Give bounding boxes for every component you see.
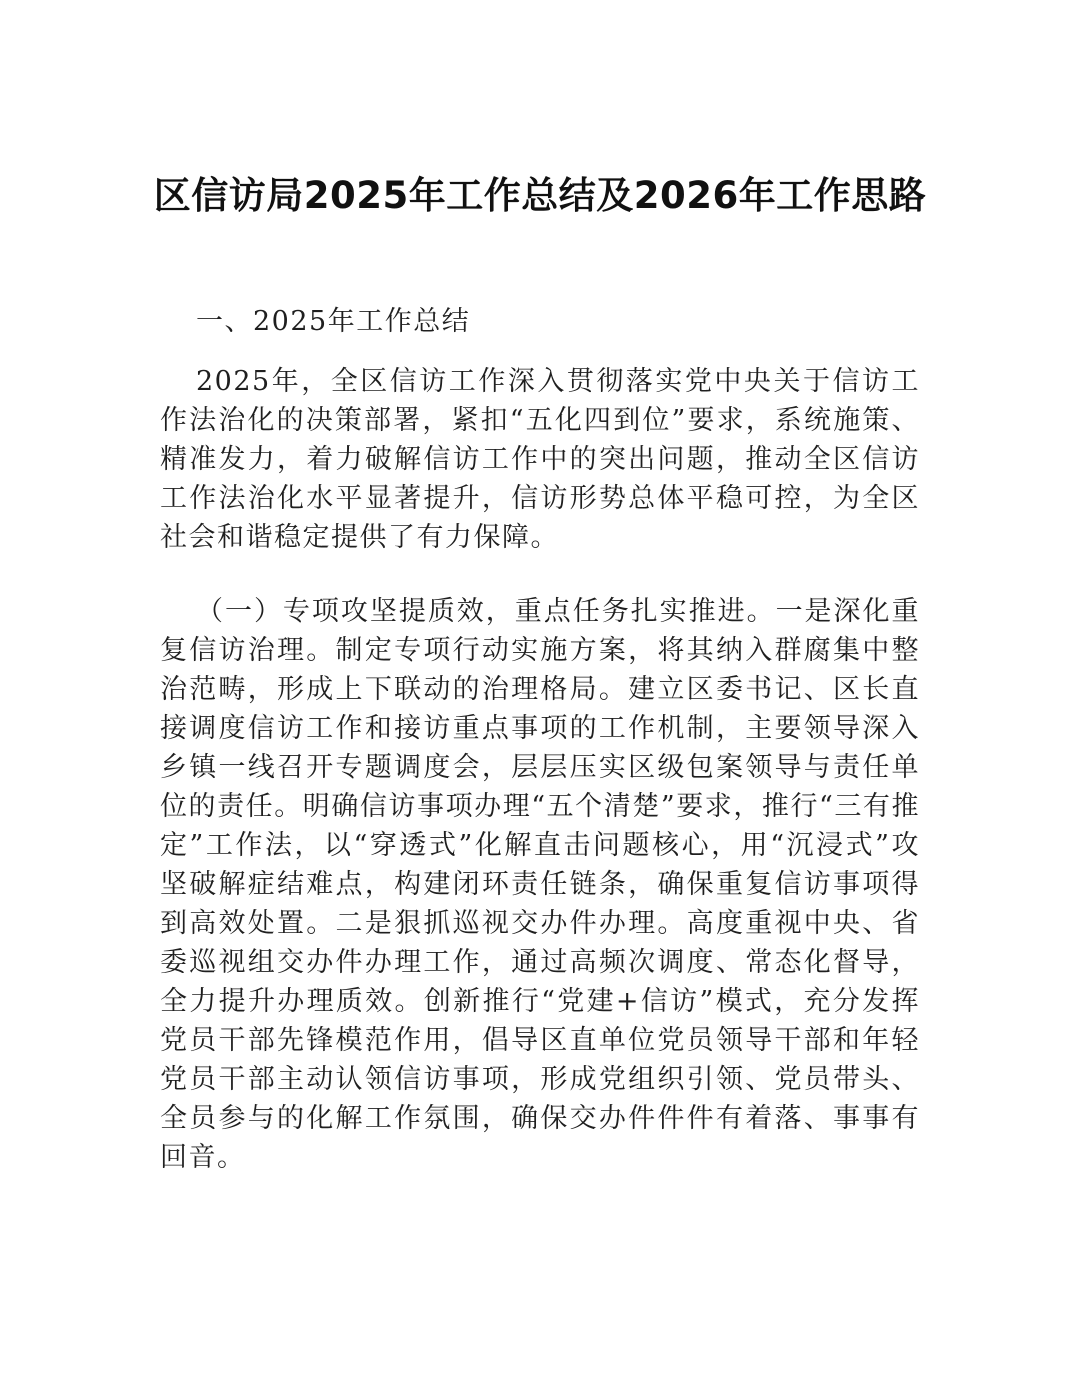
paragraph-special-tasks: （一）专项攻坚提质效，重点任务扎实推进。一是深化重复信访治理。制定专项行动实施方案，将其纳入群腐集中整治范畴，形成上下联动的治理格局。建立区委书记、区长直接调度信访工作和接访重点事项的工作机制，主要领导深入乡镇一线召开专题调度会，层层压实区级包案领导与责任单位的责任。明确信访事项办理“五个清楚”要求，推行“三有推定”工作法，以“穿透式”化解直击问题核心，用“沉浸式”攻坚破解症结难点，构建闭环责任链条，确保重复信访事项得到高效处置。二是狠抓巡视交办件办理。高度重视中央、省委巡视组交办件办理工作，通过高频次调度、常态化督导，全力提升办理质效。创新推行“党建+信访”模式，充分发挥党员干部先锋模范作用，倡导区直单位党员领导干部和年轻党员干部主动认领信访事项，形成党组织引领、党员带头、全员参与的化解工作氛围，确保交办件件件有着落、事事有回音。 xyxy=(160,596,920,1173)
paragraph-summary: 2025年，全区信访工作深入贯彻落实党中央关于信访工作法治化的决策部署，紧扣“五化四到位”要求，系统施策、精准发力，着力破解信访工作中的突出问题，推动全区信访工作法治化水平显著提升，信访形势总体平稳可控，为全区社会和谐稳定提供了有力保障。 xyxy=(160,366,920,553)
section-heading: 一、2025年工作总结 xyxy=(196,306,471,337)
document-title: 区信访局2025年工作总结及2026年工作思路 xyxy=(153,174,927,217)
